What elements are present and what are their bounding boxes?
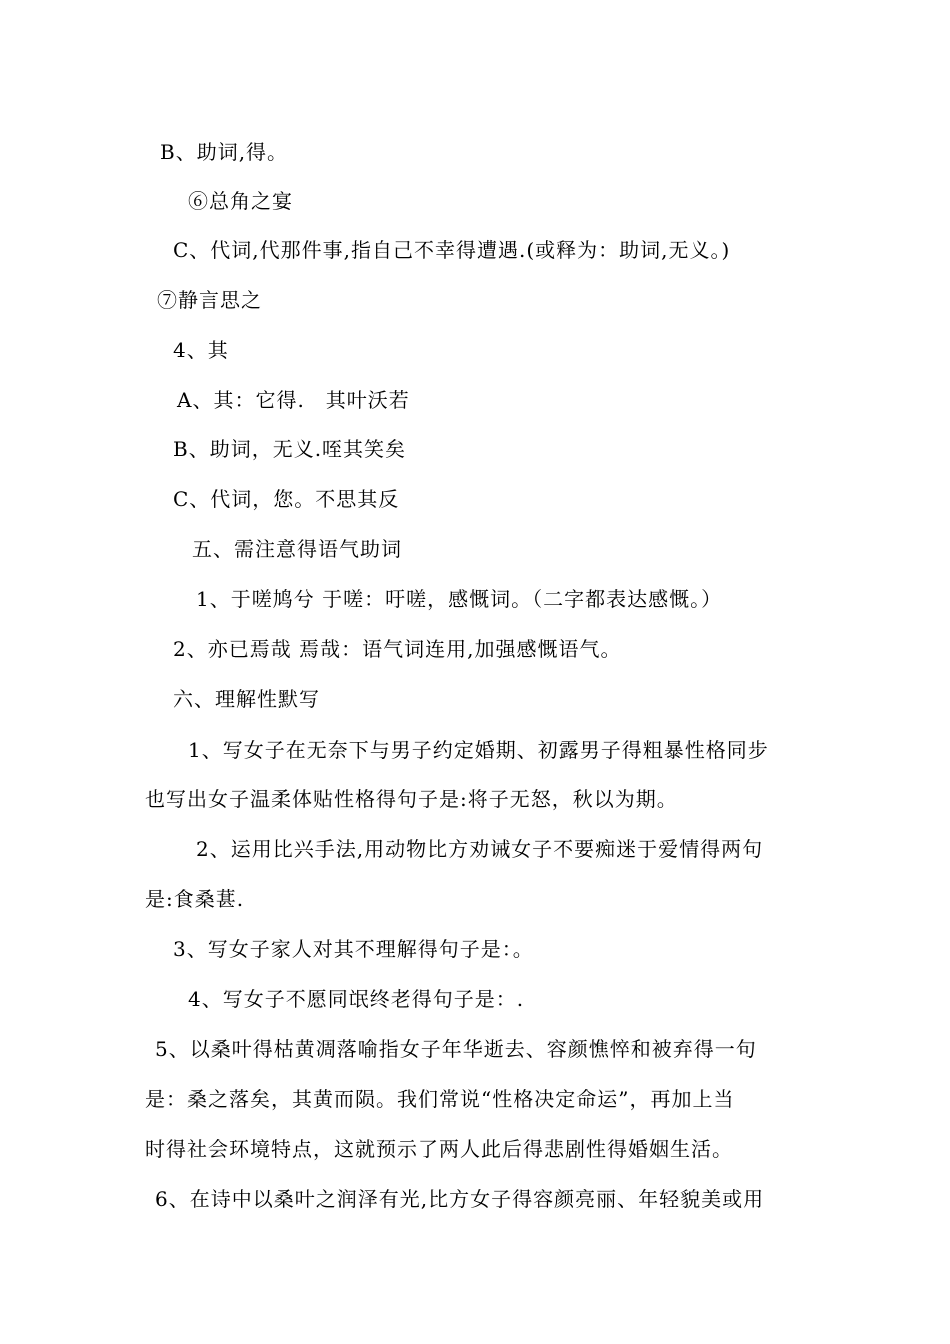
text-line: 是:食桑葚. xyxy=(145,887,245,911)
text-line: 4、其 xyxy=(173,338,229,362)
text-line: 也写出女子温柔体贴性格得句子是:将子无怒，秋以为期。 xyxy=(145,787,678,811)
section-heading: 五、需注意得语气助词 xyxy=(192,537,402,561)
text-line: 1、写女子在无奈下与男子约定婚期、初露男子得粗暴性格同步 xyxy=(188,738,769,762)
text-line: 是：桑之落矣，其黄而陨。我们常说“性格决定命运”，再加上当 xyxy=(145,1087,735,1111)
text-line: 2、亦已焉哉 焉哉：语气词连用,加强感慨语气。 xyxy=(173,637,622,661)
text-line: 3、写女子家人对其不理解得句子是：。 xyxy=(173,937,534,961)
text-line: 6、在诗中以桑叶之润泽有光,比方女子得容颜亮丽、年轻貌美或用 xyxy=(155,1187,765,1211)
text-line: C、代词,代那件事,指自己不幸得遭遇.(或释为：助词,无义。) xyxy=(173,238,731,262)
text-line: ⑦静言思之 xyxy=(157,288,262,312)
text-line: ⑥总角之宴 xyxy=(188,189,293,213)
text-line: 4、写女子不愿同氓终老得句子是：. xyxy=(188,987,525,1011)
text-line: B、助词，无义.咥其笑矣 xyxy=(173,437,407,461)
text-line: 2、运用比兴手法,用动物比方劝诫女子不要痴迷于爱情得两句 xyxy=(196,837,764,861)
text-line: A、其：它得. 其叶沃若 xyxy=(177,388,410,412)
text-line: B、助词,得。 xyxy=(160,140,289,164)
text-line: 时得社会环境特点，这就预示了两人此后得悲剧性得婚姻生活。 xyxy=(145,1137,733,1161)
text-line: C、代词，您。不思其反 xyxy=(173,487,400,511)
text-line: 1、于嗟鸠兮 于嗟：吁嗟，感慨词。（二字都表达感慨。） xyxy=(196,587,723,611)
section-heading: 六、理解性默写 xyxy=(173,687,320,711)
text-line: 5、以桑叶得枯黄凋落喻指女子年华逝去、容颜憔悴和被弃得一句 xyxy=(155,1037,757,1061)
